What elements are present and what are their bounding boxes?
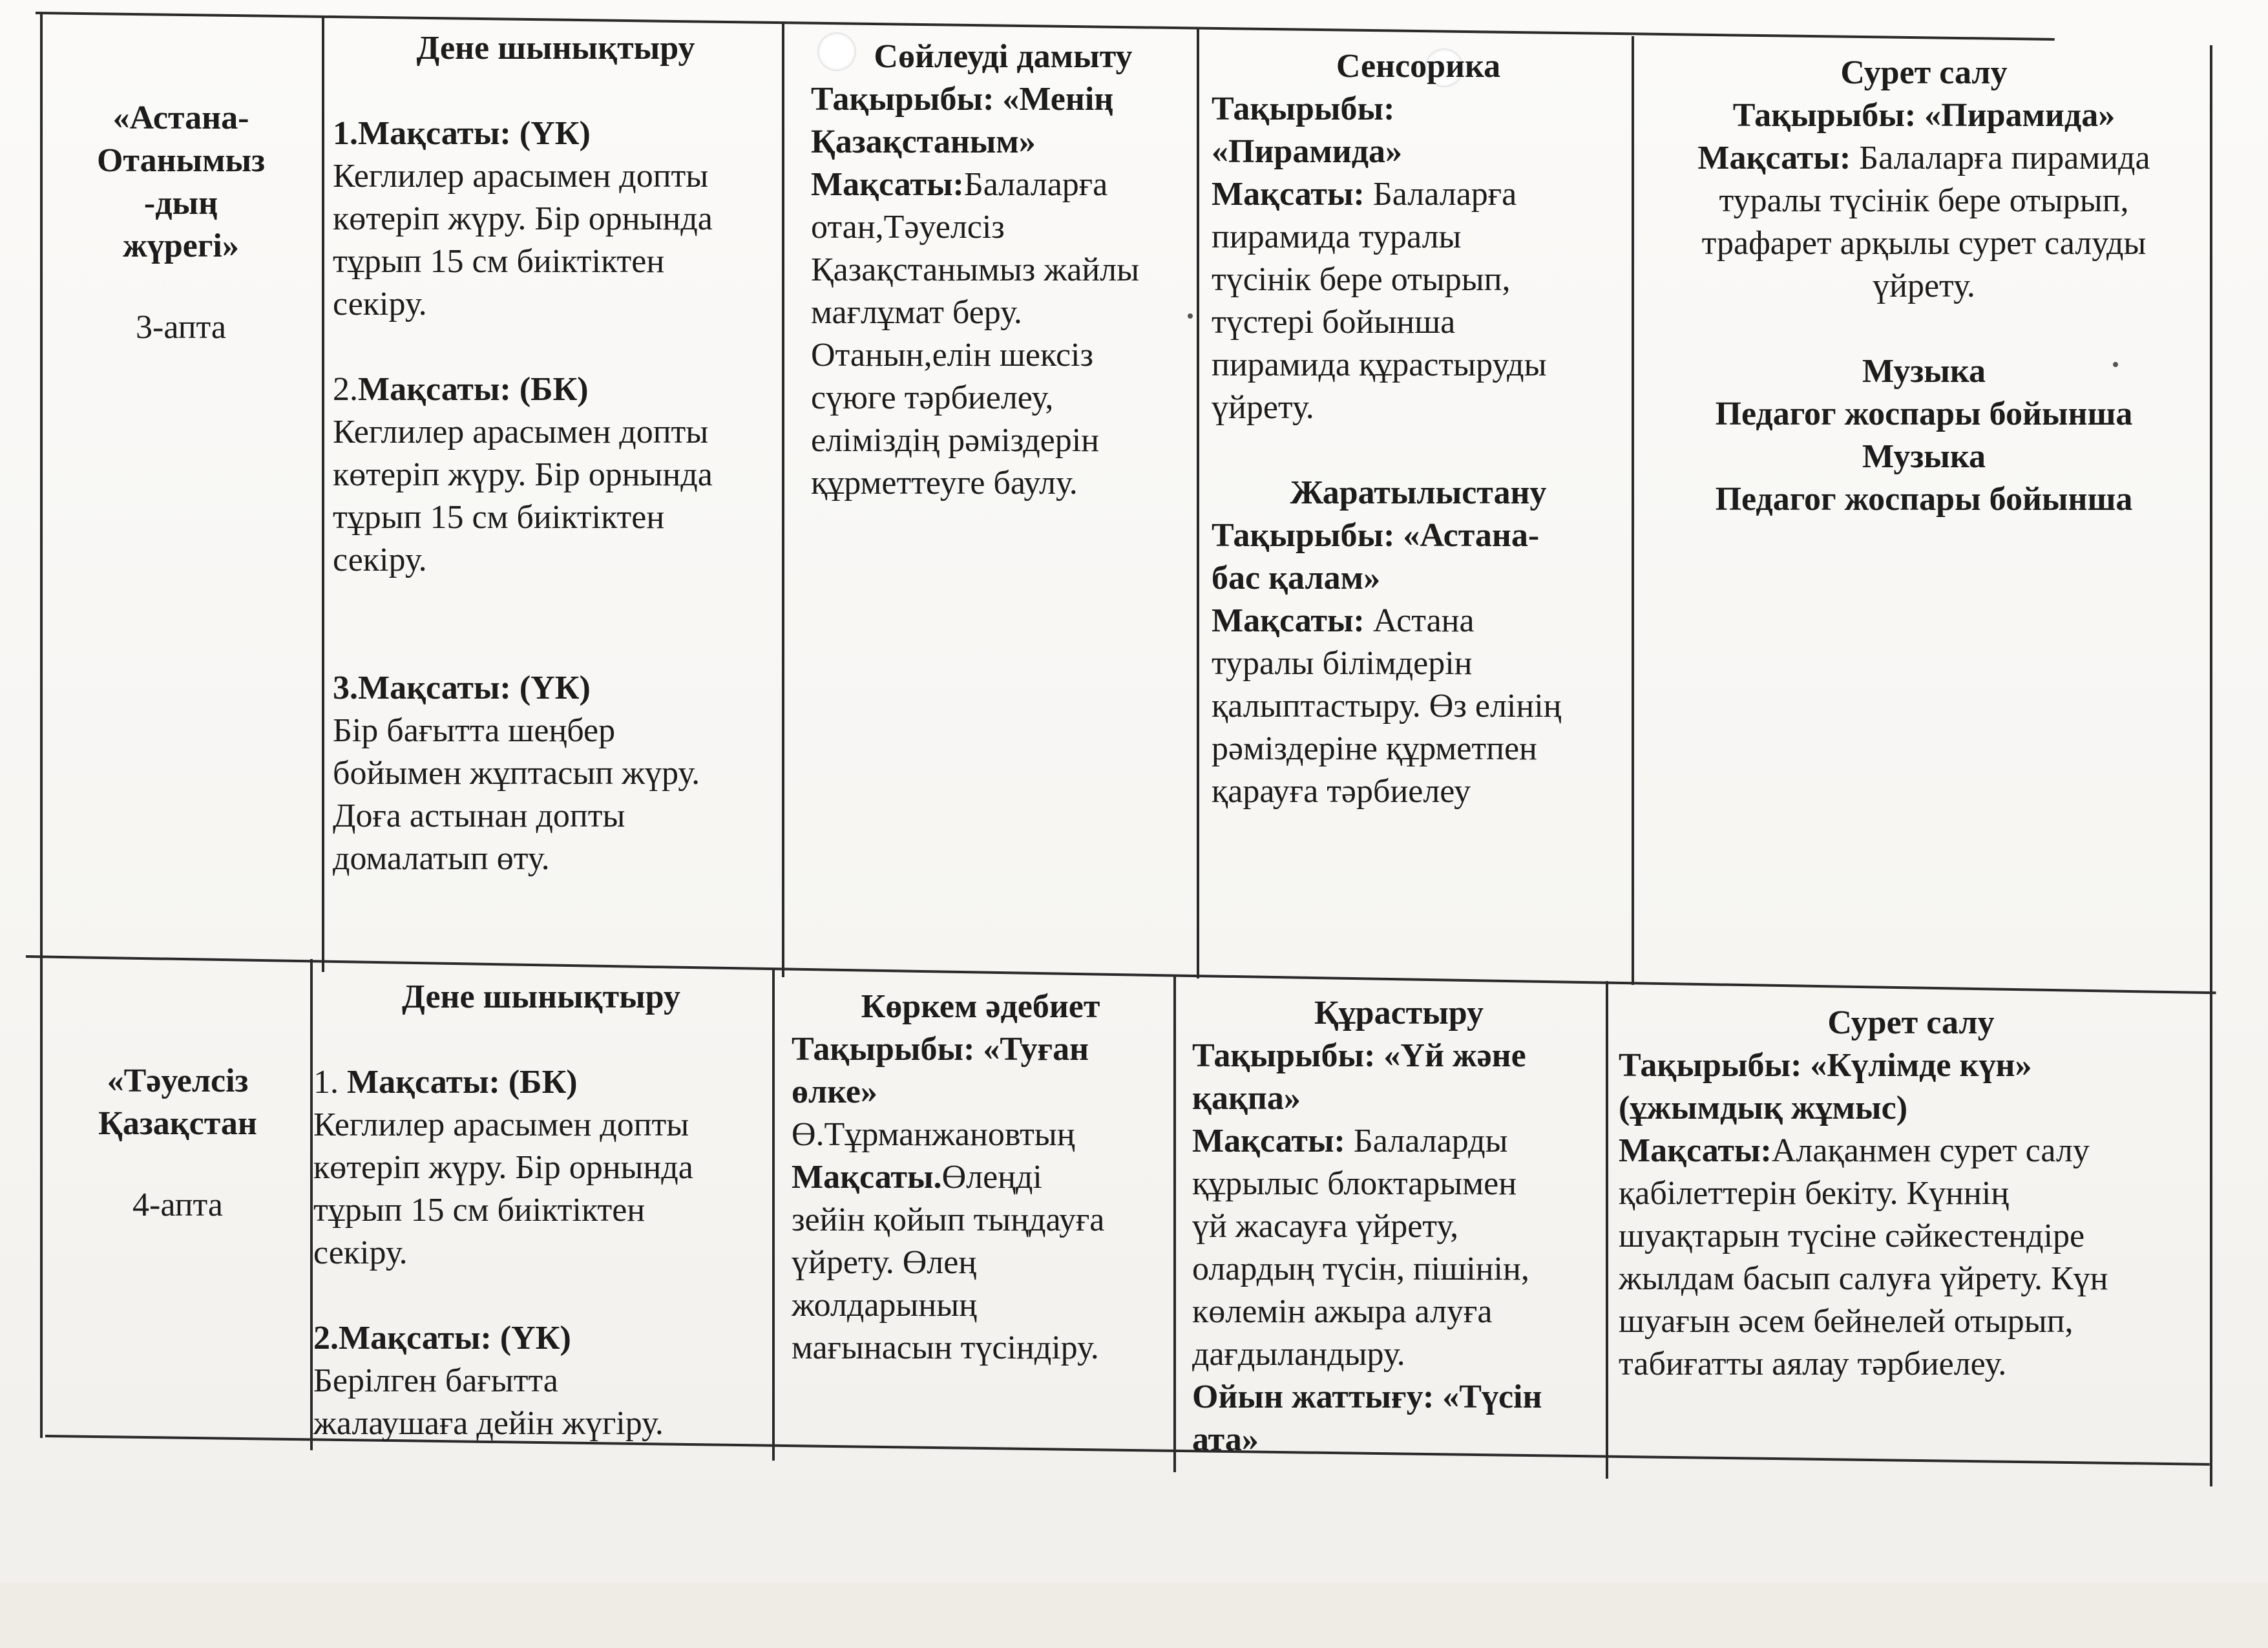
goal-text: Балаларға пирамида — [1859, 140, 2150, 176]
topic-line: Тақырыбы: «Туған — [792, 1031, 1089, 1068]
row2-literature-cell — [792, 986, 1170, 1369]
goal-label: Мақсаты: — [1192, 1123, 1345, 1159]
goal-text: зейін қойып тыңдауға — [792, 1201, 1105, 1238]
goal-text: тұрып 15 см биіктіктен — [333, 499, 665, 536]
row1-theme-cell — [45, 97, 317, 349]
goal-first-line — [1644, 137, 2203, 180]
goal-number: 1. — [313, 1064, 347, 1101]
goal-text: еліміздің рәміздерін — [811, 422, 1100, 459]
goal-text: Бір бағытта шеңбер — [333, 712, 616, 749]
music-heading: Музыка — [1862, 353, 1986, 390]
subject-heading: Сурет салу — [1840, 54, 2008, 91]
goal-text: Доға астынан допты — [333, 798, 625, 834]
topic-line: қақпа» — [1192, 1080, 1301, 1117]
column-divider-1-lower — [310, 959, 313, 1450]
goal-text: Балаларға — [1372, 176, 1517, 213]
goal-text: жылдам басып салуға үйрету. Күн — [1619, 1260, 2108, 1297]
goal-text: трафарет арқылы сурет салуды — [1701, 225, 2147, 262]
goal-text: сүюге тәрбиелеу, — [811, 379, 1054, 416]
week-label: 3-апта — [136, 309, 226, 346]
column-divider-1 — [322, 16, 324, 972]
goal-text: отан,Тәуелсіз — [811, 209, 1005, 246]
topic-line: бас қалам» — [1212, 560, 1381, 597]
goal-text: түсінік бере отырып, — [1212, 261, 1511, 298]
goal-text: туралы білімдерін — [1212, 645, 1473, 682]
row2-construction-cell — [1192, 992, 1606, 1461]
goal-number: 2. — [333, 371, 358, 408]
goal-text: олардың түсін, пішінін, — [1192, 1251, 1529, 1287]
goal-text: пирамида туралы — [1212, 218, 1462, 255]
goal-text: бойымен жұптасып жүру. — [333, 755, 700, 792]
goal-text: рәміздеріне құрметпен — [1212, 730, 1537, 767]
topic-line: Тақырыбы: «Үй және — [1192, 1037, 1526, 1074]
goal-first-line — [1212, 173, 1625, 216]
goal-text: мағынасын түсіндіру. — [792, 1329, 1099, 1366]
goal-text: тұрып 15 см биіктіктен — [313, 1192, 646, 1229]
goal-label: 2.Мақсаты: (ҮК) — [313, 1320, 571, 1357]
goal-first-line — [1212, 600, 1625, 642]
topic-line: Қазақстаным» — [811, 123, 1036, 160]
goal-text: секіру. — [313, 1234, 408, 1271]
subject-heading: Дене шынықтыру — [416, 30, 695, 67]
goal-text: Балаларды — [1353, 1123, 1508, 1159]
goal-text: түстері бойынша — [1212, 304, 1456, 341]
column-divider-3-lower — [1173, 975, 1176, 1472]
game-line: ата» — [1192, 1421, 1259, 1458]
table-right-border — [2210, 45, 2212, 1486]
goal-text: мағлұмат беру. — [811, 294, 1022, 331]
goal-text: қарауға тәрбиелеу — [1212, 773, 1471, 810]
goal-first-line — [1619, 1130, 2203, 1172]
goal-label: Мақсаты: — [811, 166, 964, 203]
row2-theme-cell — [45, 1060, 310, 1227]
goal-text: тұрып 15 см биіктіктен — [333, 243, 665, 280]
goal-text: құрметтеуге баулу. — [811, 465, 1078, 502]
goal-label: Мақсаты: (БК) — [347, 1064, 578, 1101]
theme-title-line: «Астана- — [112, 100, 249, 136]
theme-title-line: жүрегі» — [123, 227, 239, 264]
goal-text: дағдыландыру. — [1192, 1336, 1405, 1373]
goal-text: көлемін ажыра алуға — [1192, 1293, 1493, 1330]
goal-text: көтеріп жүру. Бір орнында — [333, 200, 713, 237]
goal-text: Кеглилер арасымен допты — [313, 1106, 689, 1143]
goal-text: үйрету. Өлең — [792, 1244, 977, 1281]
topic-line: Тақырыбы: «Күлімде күн» — [1619, 1047, 2032, 1084]
goal-text: Отанын,елін шексіз — [811, 337, 1094, 374]
goal-first-line — [1192, 1120, 1606, 1163]
column-divider-4-lower — [1606, 981, 1608, 1479]
topic-line: (ұжымдық жұмыс) — [1619, 1090, 1908, 1126]
goal-text: қабілеттерін бекіту. Күннің — [1619, 1175, 2010, 1212]
row1-speech-cell — [811, 36, 1195, 505]
goal-text: қалыптастыру. Өз елінің — [1212, 688, 1562, 724]
goal-text: Астана — [1372, 602, 1475, 639]
column-divider-4 — [1632, 36, 1634, 985]
goal-first-line — [792, 1156, 1170, 1199]
row1-sensory-cell — [1212, 45, 1625, 813]
goal-text: домалатып өту. — [333, 840, 550, 877]
goal-label: 3.Мақсаты: (ҮК) — [333, 670, 591, 706]
theme-title-line: Отанымыз — [96, 142, 266, 179]
goal-text: үйрету. — [1873, 268, 1975, 304]
music-note: Педагог жоспары бойынша — [1715, 481, 2133, 518]
subject-heading: Сурет салу — [1827, 1004, 1995, 1041]
theme-title-line: Қазақстан — [98, 1105, 257, 1142]
goal-text: Кеглилер арасымен допты — [333, 158, 709, 195]
music-note: Педагог жоспары бойынша — [1715, 396, 2133, 432]
goal-label: Мақсаты. — [792, 1159, 942, 1196]
goal-text: пирамида құрастыруды — [1212, 346, 1547, 383]
goal-text: көтеріп жүру. Бір орнында — [313, 1149, 693, 1186]
row2-pe-cell — [313, 976, 769, 1445]
subject-heading: Сенсорика — [1336, 48, 1501, 85]
goal-text: Қазақстанымыз жайлы — [811, 251, 1140, 288]
goal-text: табиғатты аялау тәрбиелеу. — [1619, 1346, 2007, 1382]
goal-text: секіру. — [333, 286, 427, 322]
column-divider-2 — [782, 22, 784, 977]
goal-text: көтеріп жүру. Бір орнында — [333, 456, 713, 493]
topic-line: өлке» — [792, 1073, 877, 1110]
goal-text: Берілген бағытта — [313, 1362, 558, 1399]
subject-heading: Көркем әдебиет — [861, 988, 1100, 1025]
music-heading: Музыка — [1862, 438, 1986, 475]
goal-text: үй жасауға үйрету, — [1192, 1208, 1459, 1245]
author-line: Ө.Тұрманжановтың — [792, 1116, 1075, 1153]
row1-pe-cell — [333, 27, 779, 880]
subject-heading: Сөйлеуді дамыту — [874, 38, 1133, 75]
theme-title-line: «Тәуелсіз — [107, 1062, 249, 1099]
subject-heading: Құрастыру — [1314, 995, 1484, 1031]
subject-heading-2: Жаратылыстану — [1290, 474, 1547, 511]
goal-text: жолдарының — [792, 1287, 977, 1324]
goal-text: жалаушаға дейін жүгіру. — [313, 1405, 664, 1442]
table-left-border — [40, 13, 43, 1438]
goal-label: Мақсаты: (БК) — [358, 371, 589, 408]
topic-line: Тақырыбы: — [1212, 90, 1395, 127]
goal-text: шуағын әсем бейнелей отырып, — [1619, 1303, 2074, 1340]
goal-text: Алақанмен сурет салу — [1771, 1132, 2090, 1169]
subject-heading: Дене шынықтыру — [402, 978, 680, 1015]
week-label: 4-апта — [132, 1187, 223, 1223]
goal-text: шуақтарын түсіне сәйкестендіре — [1619, 1218, 2085, 1254]
theme-title-line: -дың — [143, 185, 218, 222]
goal-text: туралы түсінік бере отырып, — [1719, 182, 2129, 219]
row1-drawing-cell — [1644, 52, 2203, 521]
topic-line: Тақырыбы: «Пирамида» — [1732, 97, 2116, 134]
goal-text: құрылыс блоктарымен — [1192, 1165, 1517, 1202]
column-divider-3 — [1197, 28, 1199, 978]
game-line: Ойын жаттығу: «Түсін — [1192, 1379, 1542, 1415]
goal-label: Мақсаты: — [1697, 140, 1851, 176]
goal-text: үйрету. — [1212, 389, 1314, 426]
goal-label: Мақсаты: — [1212, 602, 1365, 639]
goal-label: Мақсаты: — [1212, 176, 1365, 213]
goal-label: 1.Мақсаты: (ҮК) — [333, 115, 591, 152]
row2-drawing-cell — [1619, 1002, 2203, 1386]
column-divider-2-lower — [772, 969, 775, 1461]
goal-label: Мақсаты: — [1619, 1132, 1772, 1169]
goal-label-line — [333, 368, 779, 411]
goal-text: Кеглилер арасымен допты — [333, 414, 709, 450]
goal-text: Өлеңді — [941, 1159, 1042, 1196]
goal-text: Балаларға — [963, 166, 1108, 203]
goal-label-line — [313, 1061, 769, 1104]
goal-first-line — [811, 164, 1195, 206]
topic-line: Тақырыбы: «Астана- — [1212, 517, 1540, 554]
topic-line: «Пирамида» — [1212, 133, 1403, 170]
goal-text: секіру. — [333, 542, 427, 578]
topic-line: Тақырыбы: «Менің — [811, 81, 1114, 118]
